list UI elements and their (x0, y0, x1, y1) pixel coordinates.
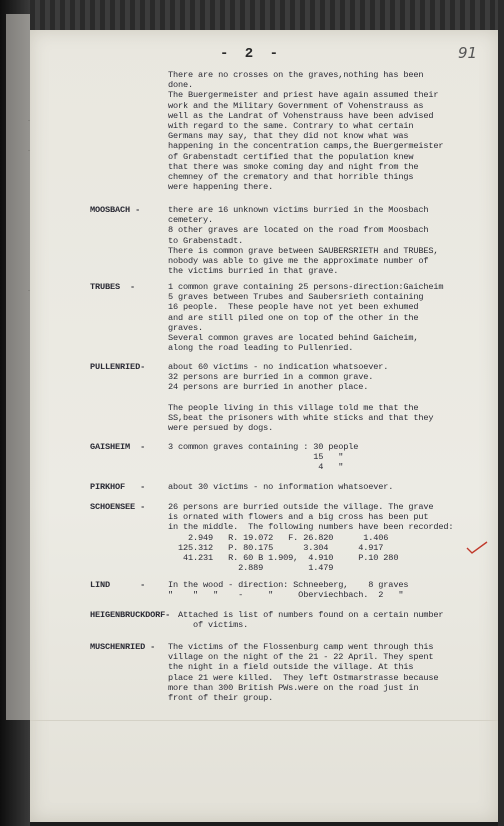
entry-label-heigenbruckdorf: HEIGENBRUCKDORF- (90, 610, 171, 620)
checkmark-annotation (466, 540, 488, 554)
entry-text-pullenried: about 60 victims - no indication whatsoever. 32 persons are burried in a common grave. 24 persons are burried in another place. The people living in this village told me that the SS,beat the prisoners with white sticks and that they were persued by dogs. (168, 362, 434, 434)
entry-label-lind: LIND - (90, 580, 146, 590)
entry-text-pirkhof: about 30 victims - no information whatsoever. (168, 482, 394, 492)
entry-label-trubes: TRUBES - (90, 282, 136, 292)
entry-text-moosbach: there are 16 unknown victims burried in the Moosbach cemetery. 8 other graves are located on the road from Moosbach to Grabenstadt. There is common grave between SAUBERSRIETH and TRUBES, nobody was able to give me the approximate number of the victims burried in that grave. (168, 205, 439, 277)
entry-label-gaisheim: GAISHEIM - (90, 442, 146, 452)
intro-paragraph: There are no crosses on the graves,nothing has been done. The Buergermeister and priest have again assumed their work and the Military Government of Vohenstrauss as well as the Landrat of Vohenstrauss have been advised with regard to the same. Contrary to what certain Germans may say, that they did not know what was happening in the concentration camps,the Buergermeister of Grabenstadt certified that the population knew that there was smoke coming day and night from the chemney of the crematory and that horrible things were happening there. (168, 70, 444, 193)
page-fold-line (30, 720, 498, 721)
entry-text-muschenried: The victims of the Flossenburg camp went through this village on the night of the 21 - 22 April. They spent the night in a field outside the village. At this place 21 were killed. They left Ostmarstrasse because more than 300 British PWs.were on the road just in front of their group. (168, 642, 439, 704)
entry-label-schoensee: SCHOENSEE - (90, 502, 146, 512)
entry-label-pullenried: PULLENRIED- (90, 362, 146, 372)
scan-top-strip (30, 0, 504, 30)
scan-right-strip (498, 0, 504, 826)
entry-text-schoensee: 26 persons are burried outside the village. The grave is ornated with flowers and a big cross has been put in the middle. The following numbers have been recorded: 2.949 R. 19.072 F. 26.820 1.406 125.312 P. 80.175 3.304 4.917 41.231 R. 60 B 1.909, 4.910 P.10 280 2.889 1.479 (168, 502, 454, 574)
entry-text-trubes: 1 common grave containing 25 persons-direction:Gaicheim 5 graves between Trubes and Saubersrieth containing 16 people. These people have not yet been exhumed and are still piled one on top of the other in the graves. Several common graves are located behind Gaicheim, along the road leading to Pullenried. (168, 282, 444, 354)
entry-text-heigenbruckdorf: Attached is list of numbers found on a certain number of victims. (178, 610, 444, 631)
archive-stamp-number: 91 (458, 44, 478, 62)
entry-label-pirkhof: PIRKHOF - (90, 482, 146, 492)
entry-label-muschenried: MUSCHENRIED - (90, 642, 156, 652)
document-page (30, 30, 498, 822)
entry-text-gaisheim: 3 common graves containing : 30 people 15 " 4 " (168, 442, 359, 473)
entry-text-lind: In the wood - direction: Schneeberg, 8 graves " " " - " Oberviechbach. 2 " (168, 580, 409, 601)
entry-label-moosbach: MOOSBACH - (90, 205, 141, 215)
page-number: - 2 - (220, 46, 283, 62)
